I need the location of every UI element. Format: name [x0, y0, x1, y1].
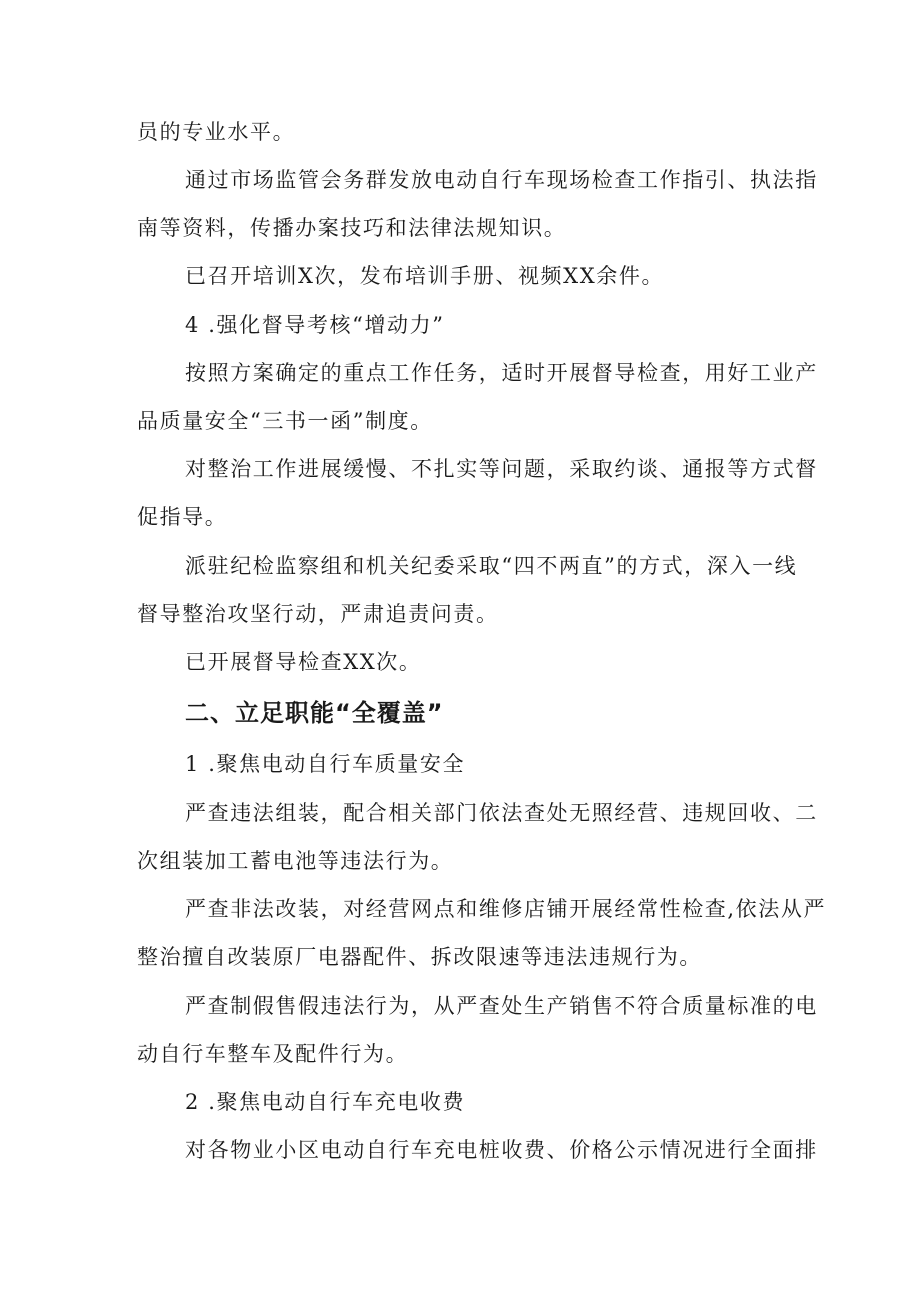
text-line: 促指导。	[137, 505, 228, 529]
subheading: 4 .强化督导考核“增动力”	[185, 313, 445, 337]
text-line: 派驻纪检监察组和机关纪委采取“四不两直”的方式，深入一线	[185, 554, 798, 578]
text-line: 严查制假售假违法行为，从严查处生产销售不符合质量标准的电	[185, 994, 818, 1018]
text-line: 南等资料，传播办案技巧和法律法规知识。	[137, 216, 567, 240]
text-line: 对整治工作进展缓慢、不扎实等问题，采取约谈、通报等方式督	[185, 457, 818, 481]
text-line: 严查非法改装，对经营网点和维修店铺开展经常性检查,依法从严	[185, 897, 827, 921]
section-heading: 二、立足职能“全覆盖”	[185, 699, 444, 727]
text-line: 按照方案确定的重点工作任务，适时开展督导检查，用好工业产	[185, 361, 818, 385]
text-line: 已开展督导检查XX次。	[185, 650, 422, 674]
text-line: 次组装加工蓄电池等违法行为。	[137, 849, 454, 873]
text-line: 整治擅自改装原厂电器配件、拆改限速等违法违规行为。	[137, 945, 702, 969]
text-line: 对各物业小区电动自行车充电桩收费、价格公示情况进行全面排	[185, 1138, 818, 1162]
text-line: 严查违法组装，配合相关部门依法查处无照经营、违规回收、二	[185, 801, 818, 825]
text-line: 通过市场监管会务群发放电动自行车现场检查工作指引、执法指	[185, 168, 818, 192]
subheading: 1 .聚焦电动自行车质量安全	[185, 752, 466, 776]
subheading: 2 .聚焦电动自行车充电收费	[185, 1090, 466, 1114]
text-line: 已召开培训X次，发布培训手册、视频XX余件。	[185, 264, 665, 288]
text-line: 品质量安全“三书一函”制度。	[137, 409, 433, 433]
text-line: 员的专业水平。	[137, 120, 296, 144]
text-line: 动自行车整车及配件行为。	[137, 1042, 409, 1066]
text-line: 督导整治攻坚行动，严肃追责问责。	[137, 602, 499, 626]
